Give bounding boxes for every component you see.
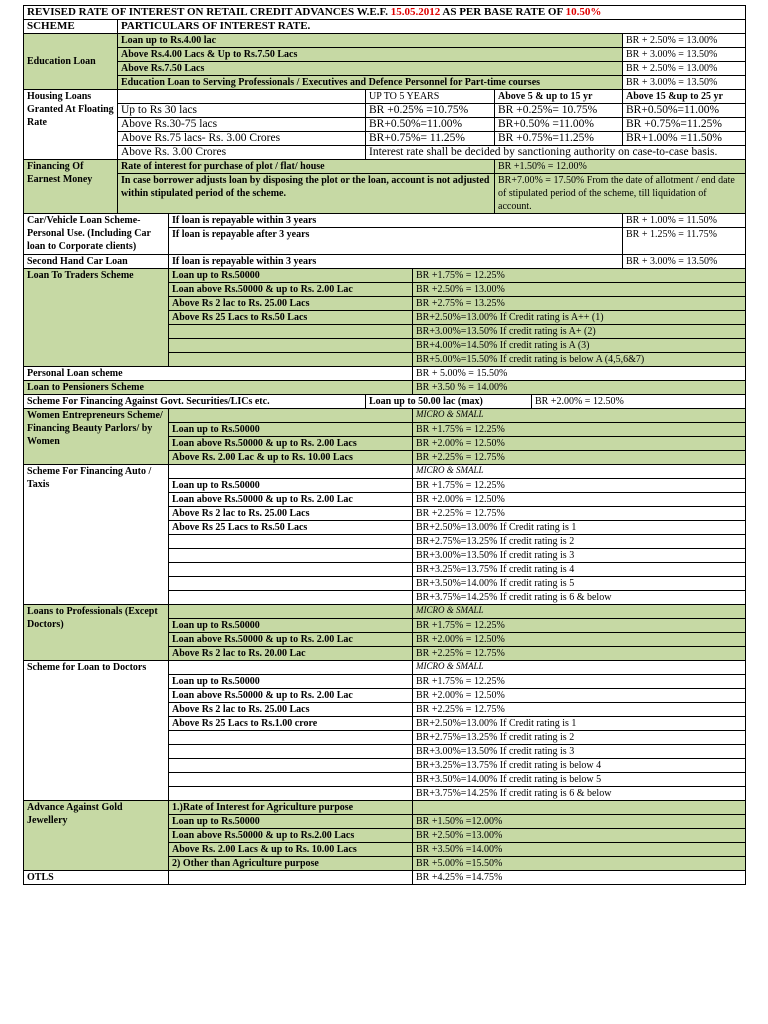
rate-value: BR+3.00%=13.50% If credit rating is 3 [413,549,746,563]
rate-value: BR + 2.50% = 13.00% [623,62,746,76]
rate-condition: Loan up to Rs.50000 [169,619,413,633]
table-row [24,381,746,395]
table-row [24,62,746,76]
table-row [24,871,746,885]
table-row [24,661,746,675]
rate-value: BR+2.75%=13.25% If credit rating is 2 [413,535,746,549]
rate-value: BR +2.25% = 12.75% [413,703,746,717]
rate-value: BR + 5.00% = 15.50% [413,367,746,381]
micro-small-label: MICRO & SMALL [413,605,746,619]
rate-condition: Loan up to Rs.50000 [169,815,413,829]
housing-rate-15yr: BR +0.75%=11.25% [495,132,623,146]
table-row [24,214,746,228]
micro-small-label: MICRO & SMALL [413,409,746,423]
table-row [24,104,746,118]
housing-rate-5yr: BR +0.25% =10.75% [366,104,495,118]
scheme-traders: Loan To Traders Scheme [24,269,169,367]
rate-condition: Loan up to Rs.50000 [169,479,413,493]
title-rate: 10.50% [565,6,602,18]
rate-value: BR+2.50%=13.00% If Credit rating is 1 [413,521,746,535]
rate-condition: Loan up to Rs.50000 [169,269,413,283]
housing-col-2: Above 5 & up to 15 yr [495,90,623,104]
table-row [24,174,746,214]
rate-value: BR +2.00% = 12.50% [413,493,746,507]
rate-value: BR +2.00% = 12.50% [413,633,746,647]
table-row [24,90,746,104]
housing-slab-label: Up to Rs 30 lacs [118,104,366,118]
header-row [24,20,746,34]
title-middle: AS PER BASE RATE OF [442,6,563,18]
rate-value: BR + 3.00% = 13.50% [623,255,746,269]
rate-condition [169,745,413,759]
rate-condition: Loan above Rs.50000 & up to Rs. 2.00 Lac [169,493,413,507]
housing-slab-label: Above Rs.30-75 lacs [118,118,366,132]
rate-value: BR +4.25% =14.75% [413,871,746,885]
rate-condition: Above Rs 2 lac to Rs. 25.00 Lacs [169,703,413,717]
rate-value: BR +1.75% = 12.25% [413,423,746,437]
rate-value: BR+7.00% = 17.50% From the date of allotment / end date of stipulated period of the scheme, till liquidation of account. [495,174,746,214]
rate-condition [169,549,413,563]
rate-value: BR +3.50% =14.00% [413,843,746,857]
rate-value: BR +1.75% = 12.25% [413,675,746,689]
title-date: 15.05.2012 [390,6,441,18]
housing-slab-label: Above Rs. 3.00 Crores [118,146,366,160]
rate-condition [169,535,413,549]
rate-condition: If loan is repayable within 3 years [169,255,623,269]
rate-condition [169,591,413,605]
blank-cell [169,605,413,619]
rate-value: BR +3.50 % = 14.00% [413,381,746,395]
rate-value: BR +5.00% =15.50% [413,857,746,871]
blank-cell [169,409,413,423]
rate-condition: Loan up to Rs.50000 [169,675,413,689]
rate-value: BR+3.00%=13.50% If credit rating is 3 [413,745,746,759]
rate-condition: 1.)Rate of Interest for Agriculture purpose [169,801,413,815]
rate-value: BR + 2.50% = 13.00% [623,34,746,48]
rate-condition: Loan up to Rs.4.00 lac [118,34,623,48]
scheme-education-loan: Education Loan [24,34,118,90]
blank-cell [169,871,413,885]
scheme-auto: Scheme For Financing Auto / Taxis [24,465,169,605]
scheme-second-hand-car: Second Hand Car Loan [24,255,169,269]
scheme-professionals: Loans to Professionals (Except Doctors) [24,605,169,661]
rate-condition: Education Loan to Serving Professionals / Executives and Defence Personnel for Part-time courses [118,76,623,90]
rate-condition: Above Rs. 2.00 Lacs & up to Rs. 10.00 Lacs [169,843,413,857]
rate-value: BR +2.25% = 12.75% [413,451,746,465]
rate-value: BR +2.25% = 12.75% [413,647,746,661]
rate-value: BR+3.50%=14.00% If credit rating is 5 [413,577,746,591]
table-row [24,801,746,815]
rate-value: BR+3.50%=14.00% If credit rating is below 5 [413,773,746,787]
table-row [24,118,746,132]
scheme-car-loan: Car/Vehicle Loan Scheme- Personal Use. (Including Car loan to Corporate clients) [24,214,169,255]
rate-value: BR +2.00% = 12.50% [413,689,746,703]
rate-condition [169,759,413,773]
rate-value: BR +1.50% =12.00% [413,815,746,829]
rate-condition: In case borrower adjusts loan by disposing the plot or the loan, account is not adjusted within stipulated period of the scheme. [118,174,495,214]
rate-value [413,801,746,815]
rate-condition: 2) Other than Agriculture purpose [169,857,413,871]
housing-slab-label: Above Rs.75 lacs- Rs. 3.00 Crores [118,132,366,146]
rate-condition: Rate of interest for purchase of plot / flat/ house [118,160,495,174]
rate-condition: Above Rs 25 Lacs to Rs.1.00 crore [169,717,413,731]
rate-value: BR +1.50% = 12.00% [495,160,746,174]
rate-value: BR+3.75%=14.25% If credit rating is 6 & below [413,591,746,605]
rate-condition [169,563,413,577]
table-row [24,34,746,48]
rate-value: BR+3.25%=13.75% If credit rating is 4 [413,563,746,577]
rate-condition [169,325,413,339]
rate-value: BR +2.50% =13.00% [413,829,746,843]
rate-value: BR + 3.00% = 13.50% [623,48,746,62]
table-row [24,409,746,423]
rate-value: BR +1.75% = 12.25% [413,269,746,283]
table-row [24,605,746,619]
title-prefix: REVISED RATE OF INTEREST ON RETAIL CREDIT ADVANCES W.E.F. [27,6,388,18]
housing-rate-25yr: BR+1.00% =11.50% [623,132,746,146]
housing-rate-25yr: BR +0.75%=11.25% [623,118,746,132]
housing-col-3: Above 15 &up to 25 yr [623,90,746,104]
rate-value: BR+3.75%=14.25% If credit rating is 6 & below [413,787,746,801]
rate-value: BR +2.00% = 12.50% [532,395,746,409]
rate-value: BR+2.50%=13.00% If Credit rating is 1 [413,717,746,731]
scheme-govt-securities: Scheme For Financing Against Govt. Securities/LICs etc. [24,395,366,409]
scheme-personal-loan: Personal Loan scheme [24,367,413,381]
housing-rate-5yr: BR+0.75%= 11.25% [366,132,495,146]
rate-value: BR + 1.00% = 11.50% [623,214,746,228]
scheme-earnest-money: Financing Of Earnest Money [24,160,118,214]
table-row [24,132,746,146]
rate-condition: Above Rs 25 Lacs to Rs.50 Lacs [169,311,413,325]
rate-condition: If loan is repayable within 3 years [169,214,623,228]
rate-condition: Loan up to Rs.50000 [169,423,413,437]
rate-value: BR +2.50% = 13.00% [413,283,746,297]
rate-condition: Loan above Rs.50000 & up to Rs.2.00 Lacs [169,829,413,843]
housing-blank [118,90,366,104]
micro-small-label: MICRO & SMALL [413,465,746,479]
rate-condition: Above Rs. 2.00 Lac & up to Rs. 10.00 Lacs [169,451,413,465]
rate-condition: Above Rs.7.50 Lacs [118,62,623,76]
rate-condition: Loan above Rs.50000 & up to Rs. 2.00 Lac [169,283,413,297]
table-row [24,269,746,283]
header-particulars: PARTICULARS OF INTEREST RATE. [118,20,746,34]
table-row [24,48,746,62]
blank-cell [169,465,413,479]
rate-condition [169,339,413,353]
housing-rate-25yr: BR+0.50%=11.00% [623,104,746,118]
rate-condition [169,577,413,591]
micro-small-label: MICRO & SMALL [413,661,746,675]
rate-value: BR+2.75%=13.25% If credit rating is 2 [413,731,746,745]
housing-note: Interest rate shall be decided by sanctioning authority on case-to-case basis. [366,146,746,160]
rate-condition [169,731,413,745]
scheme-housing-loans: Housing Loans Granted At Floating Rate [24,90,118,160]
page-title [24,6,746,20]
table-row [24,395,746,409]
table-row [24,76,746,90]
header-scheme: SCHEME [24,20,118,34]
rate-table [23,5,746,885]
rate-condition: If loan is repayable after 3 years [169,228,623,255]
rate-condition: Loan above Rs.50000 & up to Rs. 2.00 Lac [169,689,413,703]
rate-condition [169,773,413,787]
blank-cell [169,661,413,675]
housing-col-1: UP TO 5 YEARS [366,90,495,104]
rate-value: BR+5.00%=15.50% If credit rating is below A (4,5,6&7) [413,353,746,367]
rate-condition: Above Rs 2 lac to Rs. 25.00 Lacs [169,507,413,521]
title-row [24,6,746,20]
rate-value: BR+3.25%=13.75% If credit rating is below 4 [413,759,746,773]
scheme-otls: OTLS [24,871,169,885]
scheme-gold-jewellery: Advance Against Gold Jewellery [24,801,169,871]
rate-value: BR +1.75% = 12.25% [413,479,746,493]
housing-rate-5yr: BR+0.50%=11.00% [366,118,495,132]
rate-condition: Above Rs.4.00 Lacs & Up to Rs.7.50 Lacs [118,48,623,62]
rate-condition: Above Rs 2 lac to Rs. 20.00 Lac [169,647,413,661]
housing-rate-15yr: BR+0.50% =11.00% [495,118,623,132]
rate-condition: Loan up to 50.00 lac (max) [366,395,532,409]
rate-condition: Above Rs 25 Lacs to Rs.50 Lacs [169,521,413,535]
table-row [24,146,746,160]
rate-condition: Loan above Rs.50000 & up to Rs. 2.00 Lacs [169,437,413,451]
scheme-women: Women Entrepreneurs Scheme/ Financing Beauty Parlors/ by Women [24,409,169,465]
rate-condition: Loan above Rs.50000 & up to Rs. 2.00 Lac [169,633,413,647]
table-row [24,255,746,269]
rate-value: BR +2.00% = 12.50% [413,437,746,451]
rate-value: BR +2.25% = 12.75% [413,507,746,521]
table-row [24,160,746,174]
rate-value: BR +1.75% = 12.25% [413,619,746,633]
rate-condition [169,787,413,801]
rate-value: BR + 3.00% = 13.50% [623,76,746,90]
rate-value: BR + 1.25% = 11.75% [623,228,746,255]
rate-condition [169,353,413,367]
scheme-pensioners: Loan to Pensioners Scheme [24,381,413,395]
rate-value: BR+4.00%=14.50% If credit rating is A (3) [413,339,746,353]
housing-rate-15yr: BR +0.25%= 10.75% [495,104,623,118]
rate-sheet [23,5,745,885]
rate-condition: Above Rs 2 lac to Rs. 25.00 Lacs [169,297,413,311]
rate-value: BR +2.75% = 13.25% [413,297,746,311]
rate-value: BR+3.00%=13.50% If credit rating is A+ (2) [413,325,746,339]
rate-value: BR+2.50%=13.00% If Credit rating is A++ (1) [413,311,746,325]
table-row [24,465,746,479]
scheme-doctors: Scheme for Loan to Doctors [24,661,169,801]
table-row [24,367,746,381]
